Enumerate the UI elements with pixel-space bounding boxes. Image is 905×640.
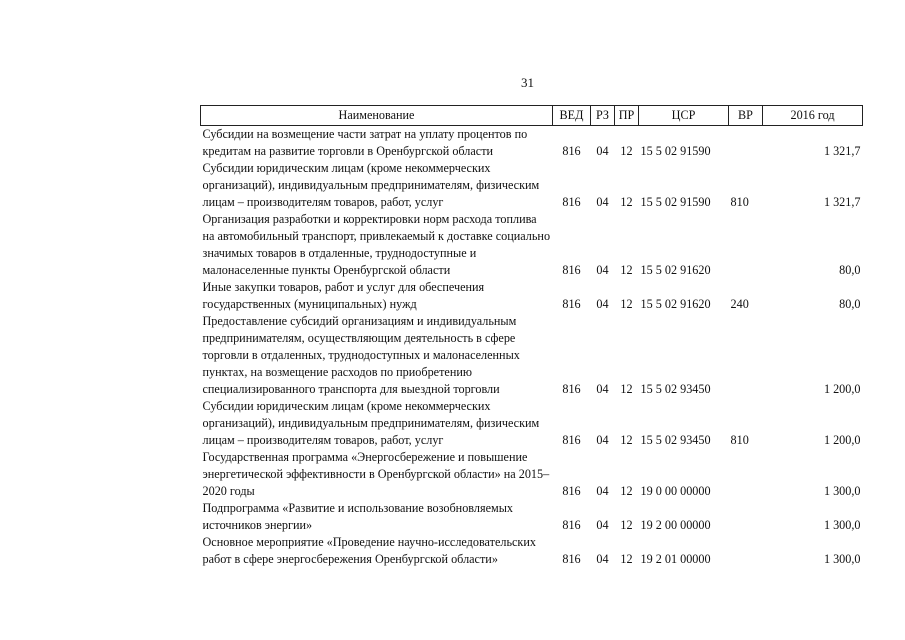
row-amount: 1 200,0 — [823, 433, 861, 447]
row-rz: 04 — [596, 195, 609, 209]
row-rz: 04 — [596, 297, 609, 311]
row-vr: 810 — [730, 195, 749, 209]
row-amount: 80,0 — [839, 297, 861, 311]
row-name: Предоставление субсидий организациям и индивидуальным предпринимателям, осуществляющим деятельность в сфере торговли в отдаленных, труднодоступных и малонаселенных пунктах, на возмещение расходов по приобретению специализированного транспорта для выездной торговли — [202, 314, 520, 396]
row-vr — [729, 313, 763, 398]
row-csr: 15 5 02 93450 — [640, 433, 711, 447]
row-csr: 19 2 00 00000 — [640, 518, 711, 532]
table-row — [201, 160, 863, 211]
row-pr: 12 — [620, 484, 633, 498]
row-pr: 12 — [620, 433, 633, 447]
row-name: Иные закупки товаров, работ и услуг для обеспечения государственных (муниципальных) нужд — [202, 280, 485, 311]
row-rz: 04 — [596, 552, 609, 566]
row-rz: 04 — [596, 484, 609, 498]
header-vr: ВР — [729, 106, 763, 126]
row-amount: 1 300,0 — [823, 518, 861, 532]
row-name: Государственная программа «Энергосбережение и повышение энергетической эффективности в Оренбургской области» на 2015–2020 годы — [202, 450, 550, 498]
row-rz: 04 — [596, 518, 609, 532]
row-amount: 1 321,7 — [823, 144, 861, 158]
header-year: 2016 год — [763, 106, 863, 126]
row-csr: 19 2 01 00000 — [640, 552, 711, 566]
row-amount: 80,0 — [839, 263, 861, 277]
header-pr: ПР — [615, 106, 639, 126]
row-pr: 12 — [620, 518, 633, 532]
row-rz: 04 — [596, 382, 609, 396]
row-vr — [729, 534, 763, 568]
row-csr: 15 5 02 91620 — [640, 297, 711, 311]
row-pr: 12 — [620, 144, 633, 158]
row-ved: 816 — [562, 195, 581, 209]
row-csr: 19 0 00 00000 — [640, 484, 711, 498]
row-csr: 15 5 02 91590 — [640, 195, 711, 209]
row-name: Субсидии юридическим лицам (кроме некоммерческих организаций), индивидуальным предпринимателям, физическим лицам – производителям товаров, работ, услуг — [202, 399, 540, 447]
row-amount: 1 300,0 — [823, 484, 861, 498]
table-row — [201, 279, 863, 313]
row-csr: 15 5 02 91620 — [640, 263, 711, 277]
row-csr: 15 5 02 91590 — [640, 144, 711, 158]
page-number: 31 — [521, 75, 534, 90]
table-row — [201, 398, 863, 449]
row-pr: 12 — [620, 263, 633, 277]
row-ved: 816 — [562, 382, 581, 396]
table-row — [201, 449, 863, 500]
row-ved: 816 — [562, 144, 581, 158]
row-vr — [729, 449, 763, 500]
row-csr: 15 5 02 93450 — [640, 382, 711, 396]
table-row — [201, 211, 863, 279]
row-name: Субсидии на возмещение части затрат на уплату процентов по кредитам на развитие торговли в Оренбургской области — [202, 127, 528, 158]
table-row — [201, 313, 863, 398]
row-name: Субсидии юридическим лицам (кроме некоммерческих организаций), индивидуальным предпринимателям, физическим лицам – производителям товаров, работ, услуг — [202, 161, 540, 209]
row-vr: 240 — [730, 297, 749, 311]
table-header — [201, 106, 863, 126]
row-vr — [729, 500, 763, 534]
table-row — [201, 126, 863, 161]
row-vr — [729, 126, 763, 161]
row-rz: 04 — [596, 433, 609, 447]
table-row — [201, 534, 863, 568]
row-amount: 1 321,7 — [823, 195, 861, 209]
row-ved: 816 — [562, 433, 581, 447]
row-name: Основное мероприятие «Проведение научно-исследовательских работ в сфере энергосбережения Оренбургской области» — [202, 535, 536, 566]
row-ved: 816 — [562, 518, 581, 532]
header-rz: РЗ — [591, 106, 615, 126]
row-ved: 816 — [562, 552, 581, 566]
row-amount: 1 200,0 — [823, 382, 861, 396]
header-name: Наименование — [201, 106, 553, 126]
row-pr: 12 — [620, 195, 633, 209]
row-rz: 04 — [596, 144, 609, 158]
row-vr — [729, 211, 763, 279]
row-pr: 12 — [620, 552, 633, 566]
row-name: Подпрограмма «Развитие и использование возобновляемых источников энергии» — [202, 501, 513, 532]
row-ved: 816 — [562, 484, 581, 498]
row-amount: 1 300,0 — [823, 552, 861, 566]
row-pr: 12 — [620, 382, 633, 396]
table-row — [201, 500, 863, 534]
row-ved: 816 — [562, 297, 581, 311]
budget-table — [200, 105, 863, 568]
row-name: Организация разработки и корректировки норм расхода топлива на автомобильный транспорт, привлекаемый к доставке социально значимых товаров в отдаленные, труднодоступные и малонаселенные пункты Оренбургской области — [202, 212, 551, 277]
row-pr: 12 — [620, 297, 633, 311]
row-ved: 816 — [562, 263, 581, 277]
row-rz: 04 — [596, 263, 609, 277]
row-vr: 810 — [730, 433, 749, 447]
table-body — [201, 126, 863, 569]
header-ved: ВЕД — [553, 106, 591, 126]
header-csr: ЦСР — [639, 106, 729, 126]
